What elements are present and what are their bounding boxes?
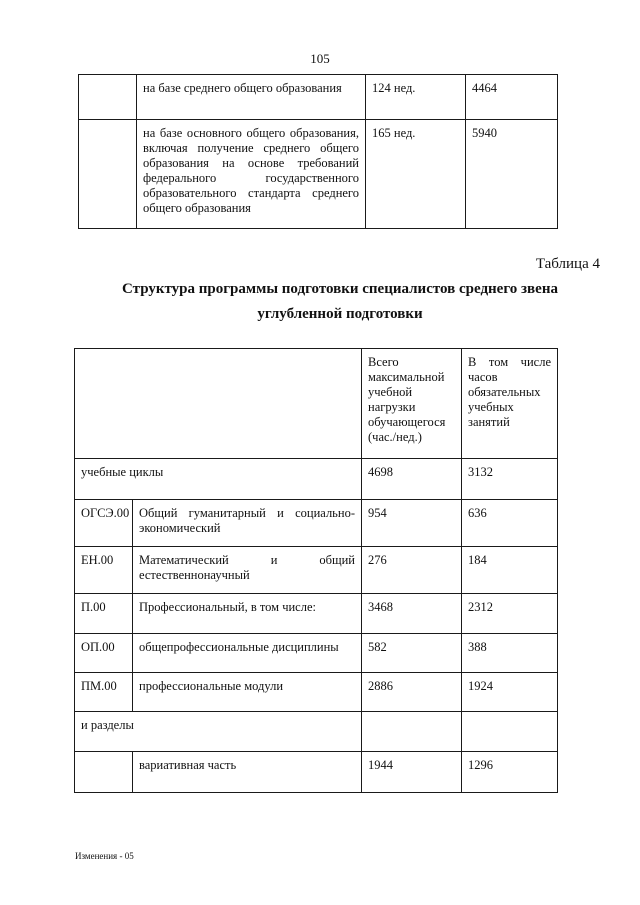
table-row — [75, 712, 558, 752]
duration-cell: 124 нед. — [366, 75, 466, 120]
table-row — [75, 547, 558, 594]
total-cell: 954 — [362, 500, 462, 547]
page-subtitle: углубленной подготовки — [257, 306, 423, 322]
name-cell: вариативная часть — [133, 752, 362, 793]
table-row — [75, 634, 558, 673]
program-cell: на базе основного общего образования, включая получение среднего общего образования на основе требований федерального государственного образовательного стандарта среднего общего образования — [137, 120, 366, 229]
mandatory-cell: 1924 — [462, 673, 558, 712]
top-table — [78, 74, 558, 229]
mandatory-cell: 3132 — [462, 459, 558, 500]
total-cell: 276 — [362, 547, 462, 594]
table-header-row — [75, 349, 558, 459]
code-cell: и разделы — [75, 712, 362, 752]
header-total-cell: Всего максимальной учебной нагрузки обучающегося (час./нед.) — [362, 349, 462, 459]
name-cell: Математический и общий естественнонаучный — [133, 547, 362, 594]
name-cell: Профессиональный, в том числе: — [133, 594, 362, 634]
table-row — [79, 120, 558, 229]
code-cell: учебные циклы — [75, 459, 362, 500]
total-cell: 3468 — [362, 594, 462, 634]
header-mandatory-cell: В том числе часов обязательных учебных занятий — [462, 349, 558, 459]
duration-cell: 165 нед. — [366, 120, 466, 229]
total-cell: 582 — [362, 634, 462, 673]
mandatory-cell: 2312 — [462, 594, 558, 634]
total-cell: 1944 — [362, 752, 462, 793]
code-cell — [79, 75, 137, 120]
footer-revision: Изменения - 05 — [75, 851, 134, 861]
table-row — [75, 459, 558, 500]
program-cell: на базе среднего общего образования — [137, 75, 366, 120]
name-cell: Общий гуманитарный и социально-экономический — [133, 500, 362, 547]
structure-table — [74, 348, 558, 793]
name-cell: профессиональные модули — [133, 673, 362, 712]
page-title: Структура программы подготовки специалистов среднего звена — [122, 281, 558, 297]
code-cell: ПМ.00 — [75, 673, 133, 712]
table-row — [75, 500, 558, 547]
name-cell: общепрофессиональные дисциплины — [133, 634, 362, 673]
code-cell — [79, 120, 137, 229]
code-cell: ОГСЭ.00 — [75, 500, 133, 547]
mandatory-cell: 636 — [462, 500, 558, 547]
mandatory-cell: 184 — [462, 547, 558, 594]
code-cell: П.00 — [75, 594, 133, 634]
hours-cell: 5940 — [466, 120, 558, 229]
mandatory-cell — [462, 712, 558, 752]
code-cell: ЕН.00 — [75, 547, 133, 594]
table-row — [79, 75, 558, 120]
table-row — [75, 673, 558, 712]
header-empty-cell — [75, 349, 362, 459]
total-cell: 2886 — [362, 673, 462, 712]
code-cell — [75, 752, 133, 793]
table-row — [75, 752, 558, 793]
page-number: 105 — [310, 51, 330, 66]
hours-cell: 4464 — [466, 75, 558, 120]
total-cell — [362, 712, 462, 752]
table-label: Таблица 4 — [535, 256, 600, 272]
code-cell: ОП.00 — [75, 634, 133, 673]
table-row — [75, 594, 558, 634]
total-cell: 4698 — [362, 459, 462, 500]
mandatory-cell: 1296 — [462, 752, 558, 793]
mandatory-cell: 388 — [462, 634, 558, 673]
